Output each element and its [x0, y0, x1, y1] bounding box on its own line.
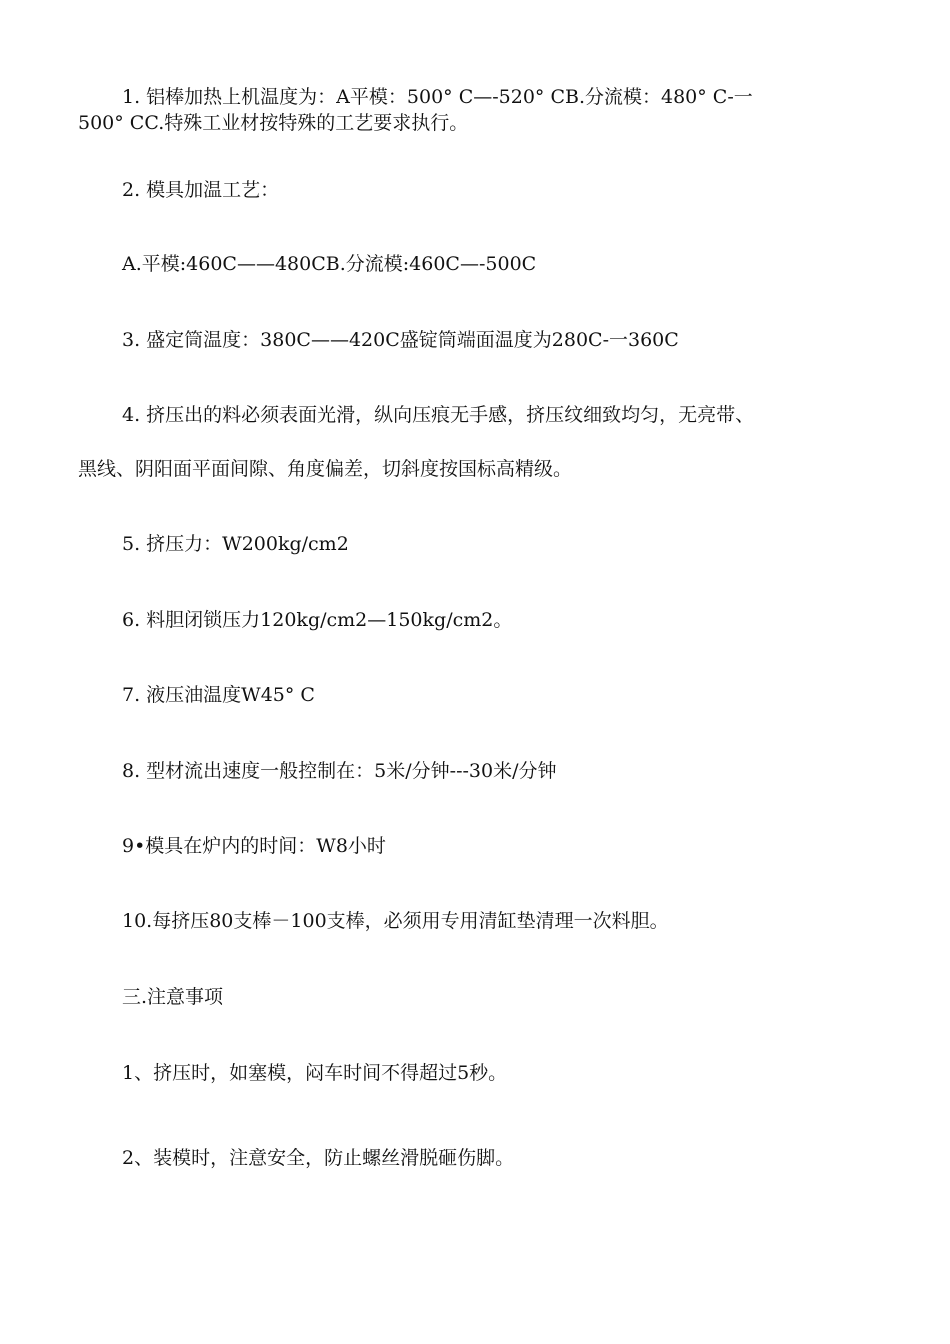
- paragraph-1-line-1: 1. 铝棒加热上机温度为：A平模：500° C—-520° CB.分流模：480° C-一: [122, 86, 753, 108]
- section-heading: 三.注意事项: [122, 986, 224, 1008]
- paragraph-1-line-2: 500° CC.特殊工业材按特殊的工艺要求执行。: [78, 112, 469, 134]
- paragraph-8: 8. 型材流出速度一般控制在：5米/分钟---30米/分钟: [122, 760, 557, 782]
- paragraph-4-line-1: 4. 挤压出的料必须表面光滑，纵向压痕无手感，挤压纹细致均匀，无亮带、: [122, 404, 755, 426]
- paragraph-2: 2. 模具加温工艺：: [122, 179, 280, 201]
- note-1: 1、挤压时，如塞模，闷车时间不得超过5秒。: [122, 1062, 508, 1084]
- paragraph-7: 7. 液压油温度W45° C: [122, 684, 315, 706]
- paragraph-4-line-2: 黑线、阴阳面平面间隙、角度偏差，切斜度按国标高精级。: [78, 458, 573, 480]
- paragraph-2-detail: A.平模:460C——480CB.分流模:460C—-500C: [122, 253, 537, 275]
- paragraph-5: 5. 挤压力：W200kg/cm2: [122, 533, 349, 555]
- paragraph-6: 6. 料胆闭锁压力120kg/cm2—150kg/cm2。: [122, 609, 513, 631]
- paragraph-9: 9•模具在炉内的时间：W8小时: [122, 835, 386, 857]
- paragraph-10: 10.每挤压80支棒－100支棒，必须用专用清缸垫清理一次料胆。: [122, 910, 669, 932]
- note-2: 2、装模时，注意安全，防止螺丝滑脱砸伤脚。: [122, 1147, 515, 1169]
- paragraph-3: 3. 盛定筒温度：380C——420C盛锭筒端面温度为280C-一360C: [122, 329, 679, 351]
